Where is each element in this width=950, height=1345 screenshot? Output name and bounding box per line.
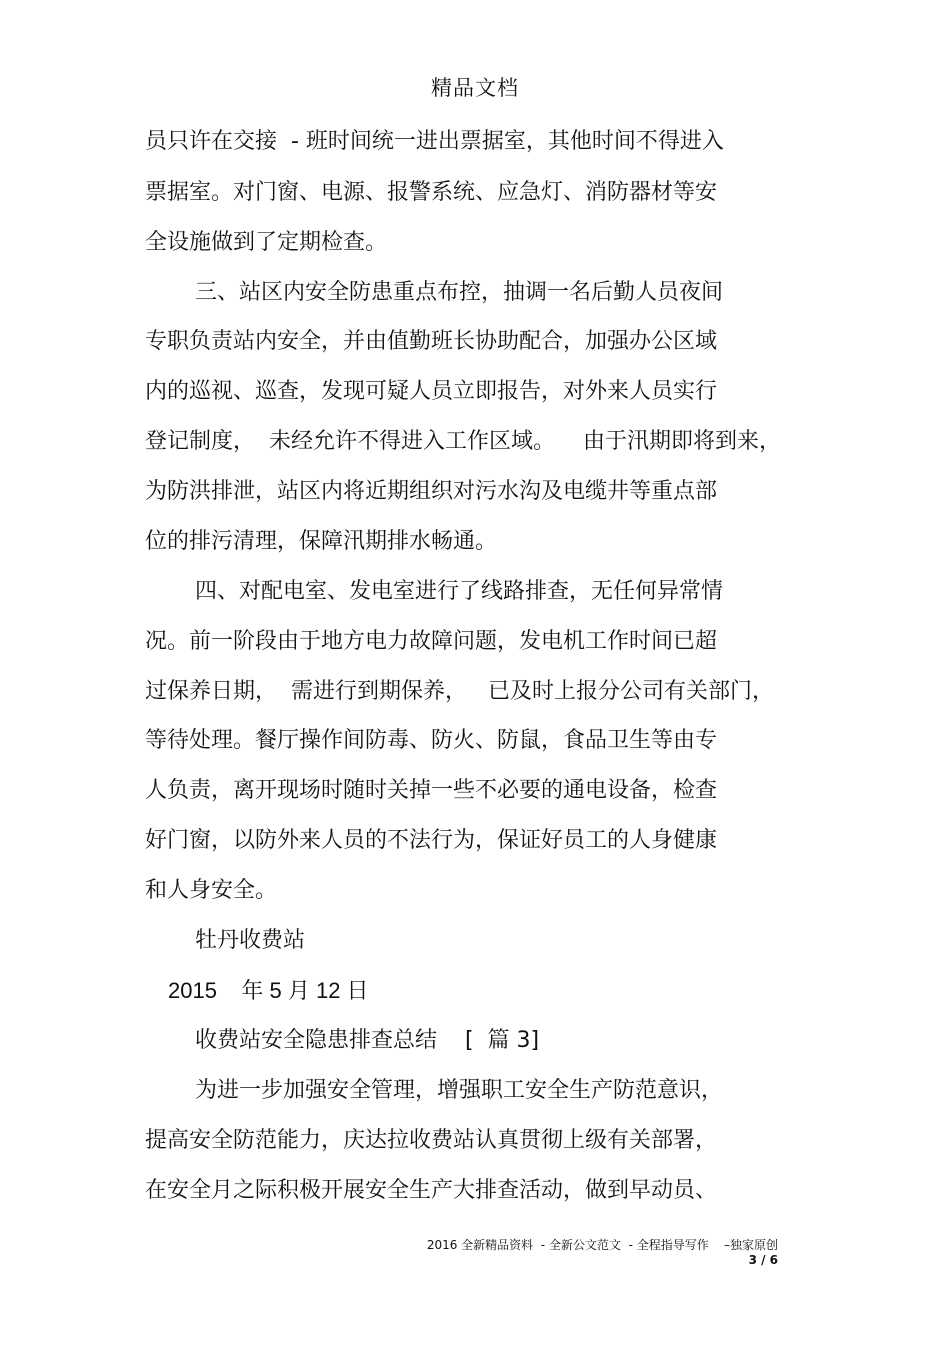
text-line: 员只许在交接 - 班时间统一进出票据室，其他时间不得进入: [145, 129, 724, 154]
paragraph-start-line: 四、对配电室、发电室进行了线路排查，无任何异常情: [195, 579, 724, 604]
text-line: 登记制度， 未经允许不得进入工作区域。 由于汛期即将到来，: [145, 429, 781, 454]
page-header: 精品文档: [431, 76, 519, 100]
text-line: 和人身安全。: [145, 878, 278, 903]
text-line: 全设施做到了定期检查。: [145, 230, 388, 255]
text-line: 好门窗，以防外来人员的不法行为，保证好员工的人身健康: [145, 828, 718, 853]
text-line: 专职负责站内安全，并由值勤班长协助配合，加强办公区域: [145, 329, 718, 354]
text-line: 等待处理。餐厅操作间防毒、防火、防鼠，食品卫生等由专: [145, 728, 718, 753]
text-line: 况。前一阶段由于地方电力故障问题，发电机工作时间已超: [145, 629, 718, 654]
text-line: 人负责，离开现场时随时关掉一些不必要的通电设备，检查: [145, 778, 718, 803]
signature-station-name: 牡丹收费站: [195, 928, 306, 953]
paragraph-start-line: 为进一步加强安全管理，增强职工安全生产防范意识，: [195, 1078, 724, 1103]
section-title: 收费站安全隐患排查总结 [ 篇 3]: [195, 1028, 540, 1053]
text-line: 票据室。对门窗、电源、报警系统、应急灯、消防器材等安: [145, 180, 718, 205]
page-footer: 2016 全新精品资料 - 全新公文范文 - 全程指导写作 –独家原创: [426, 1238, 778, 1252]
text-line: 提高安全防范能力，庆达拉收费站认真贯彻上级有关部署，: [145, 1128, 718, 1153]
page-number: 3 / 6: [748, 1253, 778, 1267]
text-line: 位的排污清理，保障汛期排水畅通。: [145, 529, 498, 554]
text-line: 为防洪排泄，站区内将近期组织对污水沟及电缆井等重点部: [145, 479, 718, 504]
text-line: 过保养日期， 需进行到期保养， 已及时上报分公司有关部门，: [145, 679, 774, 704]
text-line: 在安全月之际积极开展安全生产大排查活动，做到早动员、: [145, 1178, 718, 1203]
text-line: 内的巡视、巡查，发现可疑人员立即报告，对外来人员实行: [145, 379, 718, 404]
signature-date: 2015 年 5 月 12 日: [168, 978, 369, 1003]
paragraph-start-line: 三、站区内安全防患重点布控，抽调一名后勤人员夜间: [195, 280, 724, 305]
